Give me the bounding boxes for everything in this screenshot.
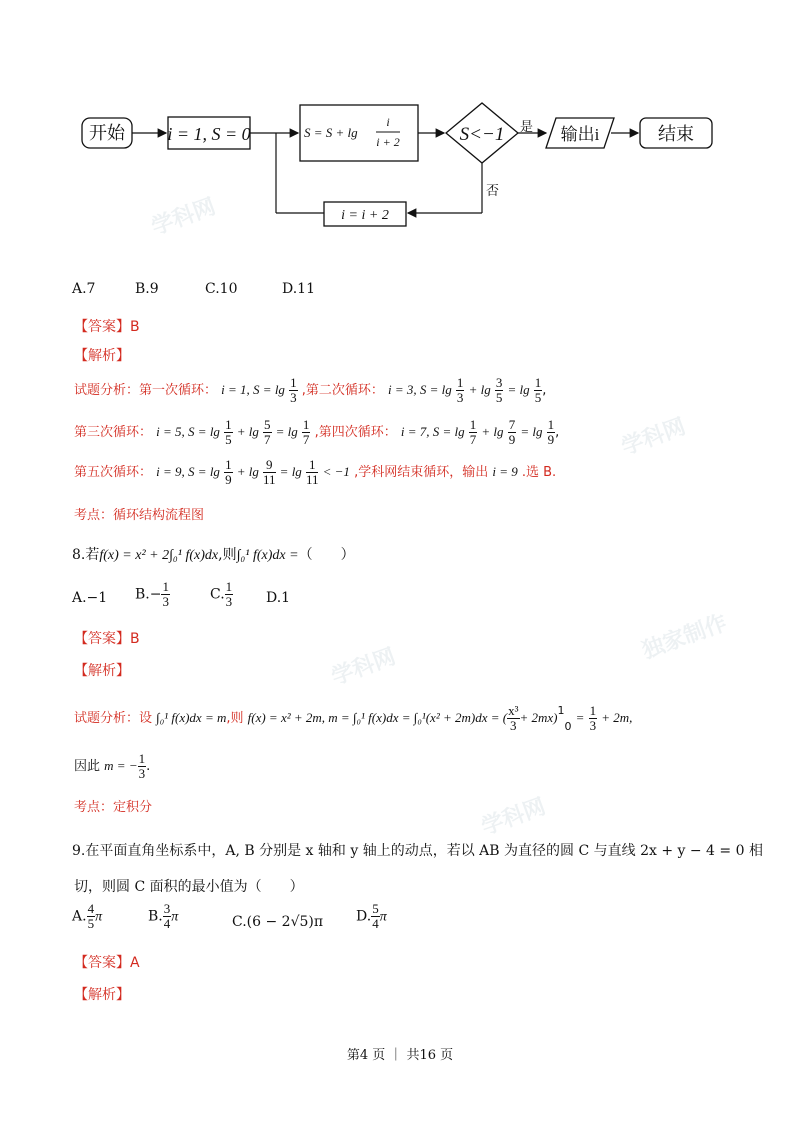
formula: ∫₀¹ f(x)dx = m: [156, 710, 227, 725]
q8-kaodian: 考点：定积分: [74, 800, 153, 815]
q7-analysis-line-1: 试题分析：第一次循环： i = 1, S = lg $\frac{1}{3}$ ,第二次循环： i = 3, S = lg $\frac{1}{3}$ + lg $\frac{3}{5}$ = lg $\frac{1}{5}$ ,: [74, 375, 547, 405]
formula: i = 9: [492, 464, 518, 479]
q8-stem: [72, 546, 355, 565]
q7-kaodian: 考点：循环结构流程图: [74, 508, 205, 523]
text: ,第四次循环：: [314, 425, 397, 440]
formula: = lg: [275, 424, 298, 439]
fraction: $\frac{1}{5}$: [225, 417, 232, 447]
q7-answer: [74, 316, 140, 336]
formula: f(x) = x² + 2m, m = ∫₀¹ f(x)dx = ∫₀¹(x² + 2m)dx = (: [247, 710, 508, 725]
watermark: 独家制作: [639, 610, 731, 665]
fraction: $\frac{1}{3}$: [138, 751, 146, 781]
formula: < −1: [322, 464, 350, 479]
fraction: $\frac{1}{11}$: [305, 457, 319, 487]
q8-choice-c: [210, 580, 233, 609]
text: ,学科网结束循环，输出: [354, 465, 489, 480]
answer-tag: 【答案】: [74, 631, 130, 647]
text: ,第二次循环：: [301, 383, 384, 398]
output-label: 输出i: [560, 125, 600, 144]
fraction: $\frac{1}{3}$: [162, 579, 169, 609]
text: 试题分析：第一次循环：: [74, 383, 218, 398]
answer-value: B: [130, 631, 140, 647]
fraction: $\frac{9}{11}$: [263, 457, 276, 487]
formula: i = 5, S = lg: [156, 424, 220, 439]
formula: i = 3, S = lg: [388, 382, 452, 397]
process-frac-num: i: [386, 115, 390, 129]
fraction: $\frac{1}{3}$: [290, 375, 297, 405]
q8-choice-d: D.1: [266, 590, 291, 606]
q7-analysis-tag: 【解析】: [74, 348, 130, 364]
process-frac-den: i + 2: [376, 135, 400, 149]
formula: = lg: [520, 424, 543, 439]
fraction: $\frac{4}{5}$: [87, 901, 95, 931]
text: A.: [72, 908, 87, 925]
q9-choice-c: C.(6 − 2√5)π: [232, 914, 324, 930]
watermark: 学科网: [478, 794, 549, 841]
q7-analysis-line-2: 第三次循环： i = 5, S = lg $\frac{1}{5}$ + lg $\frac{5}{7}$ = lg $\frac{1}{7}$ ,第四次循环： i = 7, S = lg $\frac{1}{7}$ + lg $\frac{7}{9}$ = lg $\frac{1}{9}$ ,: [74, 417, 560, 447]
text: 第三次循环：: [74, 425, 153, 440]
formula: + lg: [468, 382, 491, 397]
q8-choice-a: A.−1: [72, 590, 108, 606]
fraction: $\frac{1}{7}$: [469, 417, 477, 447]
q9-choice-b: B. $\frac{3}{4}$ π: [148, 901, 179, 931]
q7-choice-d: D.11: [282, 281, 315, 297]
text: ,则: [218, 547, 237, 563]
decision-label: S<−1: [459, 124, 505, 145]
formula: i = 7, S = lg: [400, 424, 465, 439]
flowchart: [0, 0, 800, 260]
process-label: S = S + lg: [304, 125, 358, 140]
q9-analysis-tag: 【解析】: [74, 987, 130, 1003]
q9-choice-d: D. $\frac{5}{4}$ π: [356, 901, 387, 931]
formula: = lg: [279, 464, 302, 479]
fraction: $\frac{1}{3}$: [589, 703, 597, 733]
yes-label: 是: [520, 119, 534, 134]
fraction: $\frac{1}{5}$: [534, 375, 542, 405]
q7-choice-c: C.10: [205, 281, 238, 297]
fraction: $\frac{1}{9}$: [547, 417, 555, 447]
fraction: $\frac{5}{4}$: [372, 901, 379, 931]
formula: + 2mx): [519, 710, 558, 725]
text: 第五次循环：: [74, 465, 153, 480]
fraction: $\frac{7}{9}$: [508, 417, 516, 447]
fraction: $\frac{1}{3}$: [225, 579, 233, 609]
formula: + lg: [236, 464, 259, 479]
formula: + 2m,: [601, 710, 633, 725]
watermark: 学科网: [148, 194, 219, 241]
text: C.: [210, 586, 225, 603]
page-footer: 第4 页 ｜ 共16 页: [346, 1048, 454, 1063]
q8-analysis-tag: 【解析】: [74, 663, 130, 679]
answer-value: A: [130, 955, 140, 971]
q8-answer: [74, 628, 140, 648]
q7-choice-b: B.9: [135, 281, 159, 297]
q9-stem-line-1: 9.在平面直角坐标系中，A, B 分别是 x 轴和 y 轴上的动点，若以 AB 为直径的圆 C 与直线 2x + y − 4 = 0 相: [72, 843, 763, 859]
q9-stem-line-2: 切，则圆 C 面积的最小值为（ ）: [74, 879, 304, 895]
end-label: 结束: [658, 124, 694, 144]
q8-choice-b: [135, 580, 170, 609]
fraction: $\frac{\text{x³}}{3}$: [508, 703, 519, 733]
fraction: $\frac{5}{7}$: [264, 417, 271, 447]
q8-analysis-line-2: 因此 m = − $\frac{1}{3}$ .: [74, 751, 151, 781]
formula: + lg: [481, 424, 504, 439]
fraction: $\frac{3}{4}$: [163, 901, 171, 931]
answer-value: B: [130, 319, 140, 335]
formula: f(x) = x² + 2∫₀¹ f(x)dx: [99, 548, 219, 563]
text: 因此: [74, 759, 101, 774]
formula: i = 9, S = lg: [156, 464, 220, 479]
start-label: 开始: [89, 123, 125, 143]
watermark: 学科网: [618, 414, 689, 461]
text: （ ）: [298, 547, 355, 563]
fraction: $\frac{1}{9}$: [225, 457, 232, 487]
formula: ∫₀¹ f(x)dx =: [236, 548, 299, 563]
q9-choice-a: A. $\frac{4}{5}$ π: [72, 901, 103, 931]
text: B.−: [135, 586, 162, 603]
increment-label: i = i + 2: [341, 208, 389, 223]
answer-tag: 【答案】: [74, 319, 130, 335]
q8-analysis-line-1: 试题分析：设 ∫₀¹ f(x)dx = m,则 f(x) = x² + 2m, m = ∫₀¹ f(x)dx = ∫₀¹(x² + 2m)dx = ( $\frac{\text{x³}}{3}$ + 2mx)$^1$0 = $\frac{1}{3}$ + 2m,: [74, 703, 633, 733]
q9-answer: [74, 952, 140, 972]
text: 8.若: [72, 547, 100, 563]
q7-analysis-line-3: [74, 458, 556, 487]
formula: = lg: [507, 382, 530, 397]
answer-tag: 【答案】: [74, 955, 130, 971]
watermark: 学科网: [328, 644, 399, 691]
text: ,则: [226, 711, 244, 726]
formula: =: [575, 710, 585, 725]
q7-choice-a: A.7: [72, 281, 96, 297]
text: .选 B.: [521, 465, 557, 480]
fraction: $\frac{1}{7}$: [302, 417, 310, 447]
text: D.: [356, 908, 372, 925]
init-label: i = 1, S = 0: [167, 124, 251, 144]
formula: i = 1, S = lg: [221, 382, 285, 397]
no-label: 否: [486, 183, 500, 198]
formula: + lg: [236, 424, 259, 439]
text: B.: [148, 908, 163, 925]
fraction: $\frac{1}{3}$: [456, 375, 464, 405]
formula: m = −: [104, 758, 138, 773]
text: 试题分析：设: [74, 711, 153, 726]
fraction: $\frac{3}{5}$: [495, 375, 503, 405]
